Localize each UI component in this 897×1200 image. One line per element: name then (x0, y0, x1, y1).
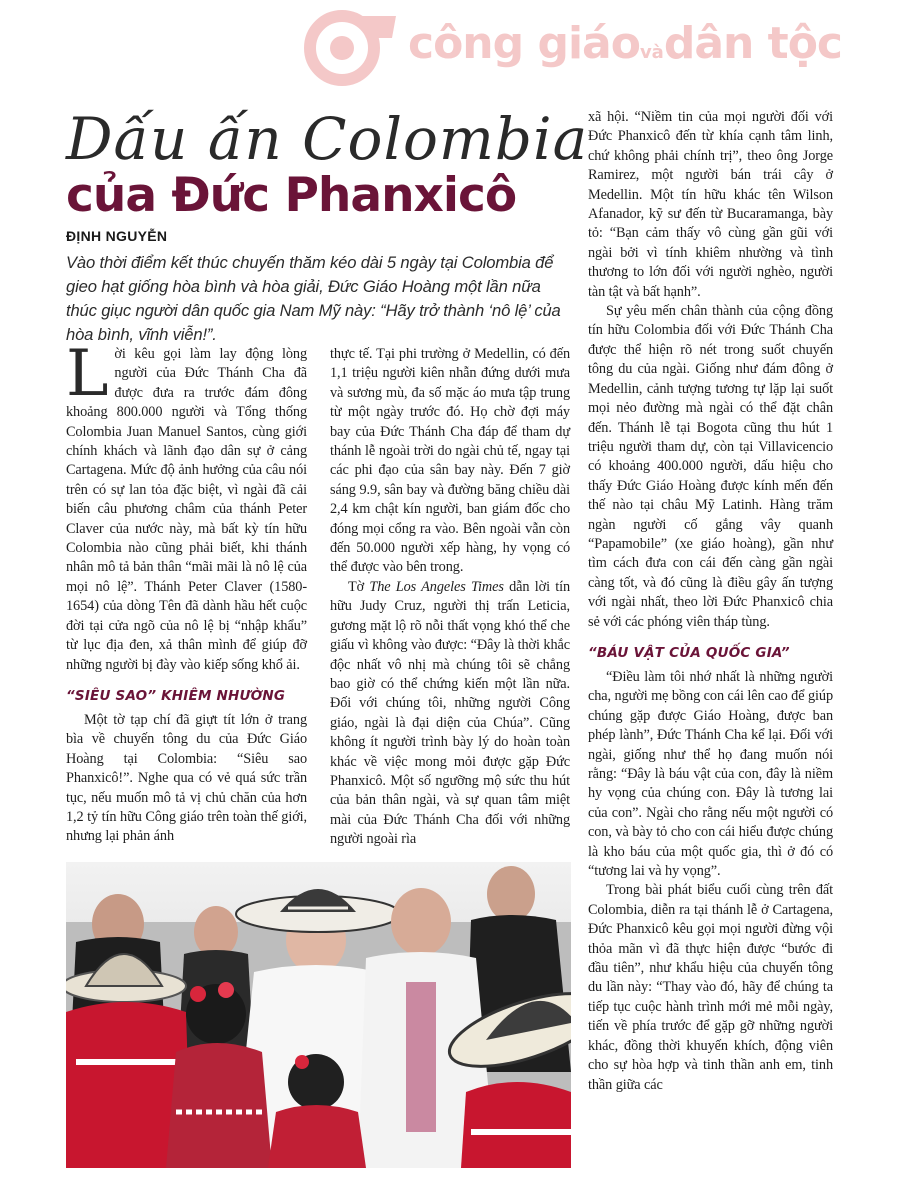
drop-cap: L (66, 337, 109, 411)
paragraph-text: Tờ (348, 578, 370, 595)
article-title-bold: của Đức Phanxicô (66, 168, 517, 223)
logo-brand-end: dân tộc (663, 18, 843, 69)
byline: ĐỊNH NGUYỄN (66, 228, 168, 244)
paragraph: Sự yêu mến chân thành của cộng đồng tín hữu Colombia đối với Đức Thánh Cha được thể hiện rõ nét trong suốt chuyến tông du của ngài. Giống như đám đông ở Medellin, cảnh tượng tương tự lặp lại suốt mọi nẻo đường mà ngài có thể đặt chân đến. Thánh lễ tại Bogota cũng thu hút 1 triệu người tham dự, còn tại Villavicencio có khoảng 400.000 người, dấu hiệu cho thấy Đức Giáo Hoàng được kính mến đến thế nào tại châu Mỹ Latinh. Hàng trăm ngàn người cố gắng vây quanh “Papamobile” (xe giáo hoàng), gần như tìm cách đưa con cái đến càng gần ngài càng tốt, và đó cũng là điều gây ấn tượng với ngài nhất, theo lời Đức Phanxicô chia sẻ với các phóng viên tháp tùng. (588, 303, 833, 630)
column-2 (330, 345, 570, 850)
paragraph: “Điều làm tôi nhớ nhất là những người cha, người mẹ bồng con cái lên cao để giúp chúng gặp được Giáo Hoàng, được ban phép lành”, Đức Thánh Cha kể lại. Đối với ngài, giống như thể họ đang muốn nói rằng: “Đây là báu vật của con, đây là niềm hy vọng của chúng con. Đây là tương lai của con”. Ngài cho rằng nếu một người có con, và bày tỏ cho con cái hiểu được chúng là kho báu của một quốc gia, thì ở đó có “tương lai và hy vọng”. (588, 668, 833, 880)
magazine-logo-icon (296, 8, 406, 86)
paragraph: Một tờ tạp chí đã giựt tít lớn ở trang bìa về chuyến tông du của Đức Giáo Hoàng tại Colombia: “Siêu sao Phanxicô!”. Nghe qua có vẻ quá sức trần tục, nếu muốn mô tả vị chủ chăn của hơn 1,2 tỷ tín hữu Công giáo trên toàn thế giới, nhưng lại phản ánh (66, 711, 307, 845)
paragraph-text: dẫn lời tín hữu Judy Cruz, người thị trấn Leticia, gương mặt lộ rõ nỗi thất vọng khó thể che giấu vì không vào được: “Đây là thời khắc độc nhất vô nhị mà chúng tôi sẽ chẳng bao giờ có thể chứng kiến một lần nữa. Đối với chúng tôi, những người Công giáo, ngài là đại diện của Chúa”. Cũng không ít người trình bày lý do hoàn toàn khác về việc mong mỏi được gặp Đức Phanxicô. Một số ngưỡng mộ sức thu hút của bản thân ngài, và sự quan tâm miệt mài của Đức Thánh Cha đối với những người ngoài rìa (330, 578, 570, 848)
article-lede: Vào thời điểm kết thúc chuyến thăm kéo dài 5 ngày tại Colombia để gieo hạt giống hòa bình và hòa giải, Đức Giáo Hoàng một lần nữa thúc giục người dân quốc gia Nam Mỹ này: “Hãy trở thành ‘nô lệ’ của hòa bình, vĩnh viễn!”. (66, 253, 561, 344)
logo-brand: công giáo (408, 18, 640, 69)
logo-connector: và (639, 42, 664, 63)
publication-name: The Los Angeles Times (369, 578, 504, 595)
column-3 (588, 108, 833, 1095)
magazine-logo-text (408, 18, 842, 69)
article-photo (66, 862, 571, 1168)
masthead (290, 4, 850, 90)
column-1 (66, 337, 307, 847)
paragraph (66, 337, 307, 675)
subheading: “BÁU VẬT CỦA QUỐC GIA” (588, 644, 790, 661)
paragraph (330, 578, 570, 850)
paragraph: Trong bài phát biểu cuối cùng trên đất Colombia, diễn ra tại thánh lễ ở Cartagena, Đức Phanxicô kêu gọi mọi người đừng vội thỏa mãn vì đã thực hiện được “bước đi đầu tiên”, như khẩu hiệu của chuyến tông du lần này: “Thay vào đó, hãy để chúng ta tiếp tục cuộc hành trình mới mẻ mỗi ngày, tiến về phía trước để gặp gỡ những người khác, đồng thời khuyến khích, động viên cho sự hòa hợp và tinh thần anh em, tinh thần giữa các (588, 882, 833, 1093)
photo-illustration (66, 862, 571, 1168)
title-script-text: Dấu ấn Colombia (66, 105, 589, 173)
paragraph-text: ời kêu gọi làm lay động lòng người của Đức Thánh Cha đã được đưa ra trước đám đông khoảng 800.000 người và Tổng thống Colombia Juan Manuel Santos, cùng giới chính khách và lãnh đạo dân sự ở cảng Cartagena. Mức độ ảnh hưởng của câu nói trên có sự lan tỏa đặc biệt, vì ngài đã cải biến câu phương châm của thánh Peter Claver của nước này, mà bất kỳ tín hữu Colombia nào cũng phải biết, khi thánh nhân mô tả bản thân “mãi mãi là nô lệ của mọi nô lệ”. Thánh Peter Claver (1580-1654) của dòng Tên đã dành hầu hết cuộc đời tại cửa ngõ của nô lệ bị “nhập khẩu” từ lục địa đen, xả thân mình để giúp đỡ những người bị đày vào kiếp sống khổ ải. (66, 346, 307, 673)
paragraph: xã hội. “Niềm tin của mọi người đối với Đức Phanxicô đến từ khía cạnh tâm linh, chứ không phải chính trị”, theo ông Jorge Ramirez, một người bán trái cây ở Medellin. Một tín hữu khác tên Wilson Afanador, kỹ sư đến từ Bucaramanga, bày tỏ: “Bạn cảm thấy vô cùng gần gũi với ngài bởi vì tính khiêm nhường và tình thương to lớn đối với người nghèo, người tàn tật và bất hạnh”. (588, 109, 833, 300)
subheading: “SIÊU SAO” KHIÊM NHƯỜNG (66, 687, 286, 704)
paragraph: thực tế. Tại phi trường ở Medellin, có đến 1,1 triệu người kiên nhẫn đứng dưới mưa và sương mù, đa số mặc áo mưa tập trung từ một ngày trước đó. Họ chờ đợi máy bay của Đức Thánh Cha đáp để tham dự thánh lễ ngoài trời do ngài chủ tế, ngay tại các phi đạo của sân bay này. Đến 7 giờ sáng 9.9, sân bay và đường băng chiều dài 2,4 km chật kín người, ban giám đốc cho đóng mọi cổng ra vào. Bên ngoài vẫn còn đến 50.000 người xếp hàng, hy vọng có thể được vào bên trong. (330, 346, 570, 576)
